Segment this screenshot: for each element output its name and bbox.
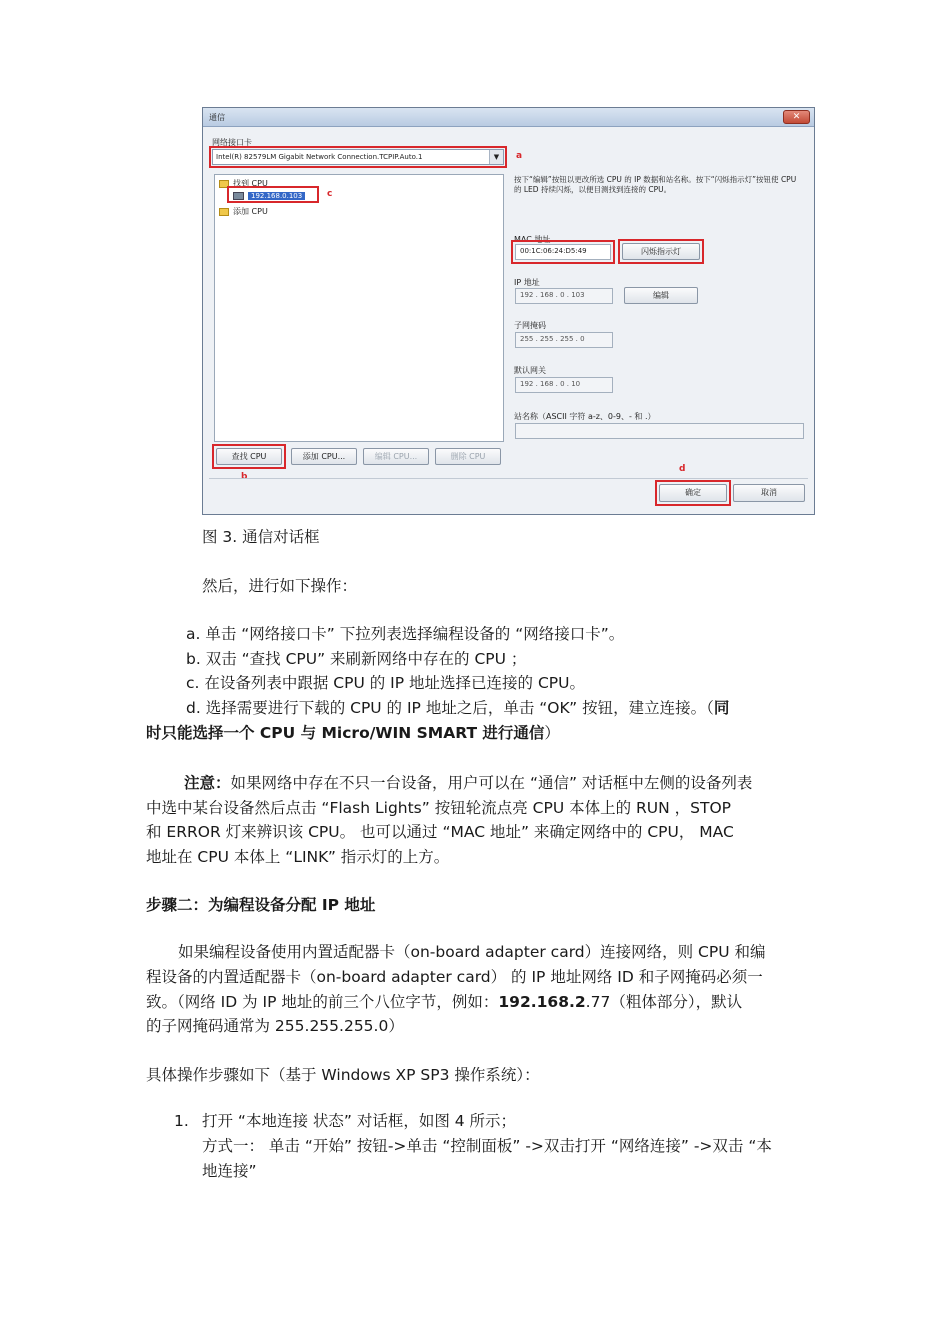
figure-caption: 图 3. 通信对话框 [202,528,320,546]
ip-field: 192 . 168 . 0 . 103 [515,288,613,304]
para2-line-3a: 致。（网络 ID 为 IP 地址的前三个八位字节，例如： [146,993,499,1011]
item1-way-cont: 地连接” [202,1162,257,1180]
gateway-field: 192 . 168 . 0 . 10 [515,377,613,393]
subnet-label: 子网掩码 [514,321,546,330]
close-icon[interactable]: ✕ [783,110,810,124]
dialog-titlebar [203,108,814,127]
gateway-label: 默认网关 [514,366,546,375]
chevron-down-icon[interactable]: ▼ [489,150,503,164]
cancel-button[interactable]: 取消 [733,484,805,502]
marker-d: d [679,464,686,474]
step-d [186,696,729,721]
step-a: a. 单击 “网络接口卡” 下拉列表选择编程设备的 “网络接口卡”。 [186,625,625,643]
ok-button[interactable]: 确定 [659,484,727,502]
device-tree[interactable] [214,174,504,442]
item1-text: 打开 “本地连接 状态” 对话框，如图 4 所示； [202,1112,517,1130]
highlight-mac [511,240,615,264]
delete-cpu-button[interactable]: 删除 CPU [435,448,501,465]
highlight-d [655,480,731,506]
step2-heading: 步骤二：为编程设备分配 IP 地址 [146,896,376,914]
note-line-2: 中选中某台设备然后点击 “Flash Lights” 按钮轮流点亮 CPU 本体上的 RUN ，STOP [146,799,732,817]
tree-item-add-cpu-label: 添加 CPU [233,207,268,216]
step-c: c. 在设备列表中跟据 CPU 的 IP 地址选择已连接的 CPU。 [186,674,585,692]
station-name-field[interactable] [515,423,804,439]
step-d-cont [146,721,560,746]
marker-a: a [516,151,523,161]
mac-label: MAC 地址 [514,235,551,244]
marker-c: c [327,189,333,199]
step-d-bold-cont: 时只能选择一个 CPU 与 Micro/WIN SMART 进行通信 [146,724,545,742]
mac-field: 00:1C:06:24:D5:49 [515,244,611,260]
edit-cpu-button[interactable]: 编辑 CPU... [363,448,429,465]
dialog-title: 通信 [209,113,225,122]
folder-icon [219,208,229,216]
highlight-c [227,186,319,203]
dialog-description: 按下“编辑”按钮以更改所选 CPU 的 IP 数据和站名称。按下“闪烁指示灯”按钮使 CPU 的 LED 持续闪烁，以便目测找到连接的 CPU。 [514,175,797,194]
para2-ip-bold: 192.168.2 [498,993,586,1011]
station-label: 站名称（ASCII 字符 a-z、0-9、- 和 .） [514,412,656,421]
note-line-3: 和 ERROR 灯来辨识该 CPU。 也可以通过 “MAC 地址” 来确定网络中的 CPU， MAC [146,823,734,841]
tree-item-cpu-ip: 192.168.0.103 [248,192,305,200]
note-label: 注意： [184,774,231,792]
add-cpu-button[interactable]: 添加 CPU... [291,448,357,465]
tree-item-find-cpu-label: 找到 CPU [233,179,268,188]
find-cpu-button[interactable]: 查找 CPU [216,448,282,465]
para2-line-3c: .77（粗体部分），默认 [585,993,743,1011]
step-d-text: d. 选择需要进行下载的 CPU 的 IP 地址之后，单击 “OK” 按钮，建立连接。（ [186,699,714,717]
nic-label: 网络接口卡 [212,138,252,147]
step-d-bold: 同 [713,699,730,717]
nic-dropdown-value: Intel(R) 82579LM Gigabit Network Connection.TCPIP.Auto.1 [216,153,423,161]
marker-b: b [241,472,248,482]
intro-text: 然后，进行如下操作： [202,577,358,595]
flash-lights-button[interactable]: 闪烁指示灯 [622,243,700,260]
item1-way: 方式一： 单击 “开始” 按钮->单击 “控制面板” ->双击打开 “网络连接” ->双击 “本 [202,1137,772,1155]
item1-number: 1. [174,1112,189,1130]
para2-line-3 [146,990,742,1015]
edit-button[interactable]: 编辑 [624,287,698,304]
communication-dialog [202,107,815,515]
note-line-1 [184,771,752,796]
para2-line-4: 的子网掩码通常为 255.255.255.0） [146,1017,404,1035]
para2-line-1: 如果编程设备使用内置适配器卡（on-board adapter card）连接网络，则 CPU 和编 [178,943,766,961]
para2-line-2: 程设备的内置适配器卡（on-board adapter card） 的 IP 地址网络 ID 和子网掩码必须一 [146,968,763,986]
step-b: b. 双击 “查找 CPU” 来刷新网络中存在的 CPU ； [186,650,527,668]
dialog-separator [209,478,808,479]
note-line-4: 地址在 CPU 本体上 “LINK” 指示灯的上方。 [146,848,450,866]
highlight-a [209,146,507,168]
ip-label: IP 地址 [514,278,540,287]
highlight-b [212,444,286,469]
subnet-field: 255 . 255 . 255 . 0 [515,332,613,348]
tree-item-add-cpu[interactable] [219,206,268,217]
note-text-1: 如果网络中存在不只一台设备，用户可以在 “通信” 对话框中左侧的设备列表 [230,774,753,792]
step-d-end: ） [544,724,560,742]
highlight-flash [618,239,704,264]
steps-intro: 具体操作步骤如下（基于 Windows XP SP3 操作系统）： [146,1066,540,1084]
